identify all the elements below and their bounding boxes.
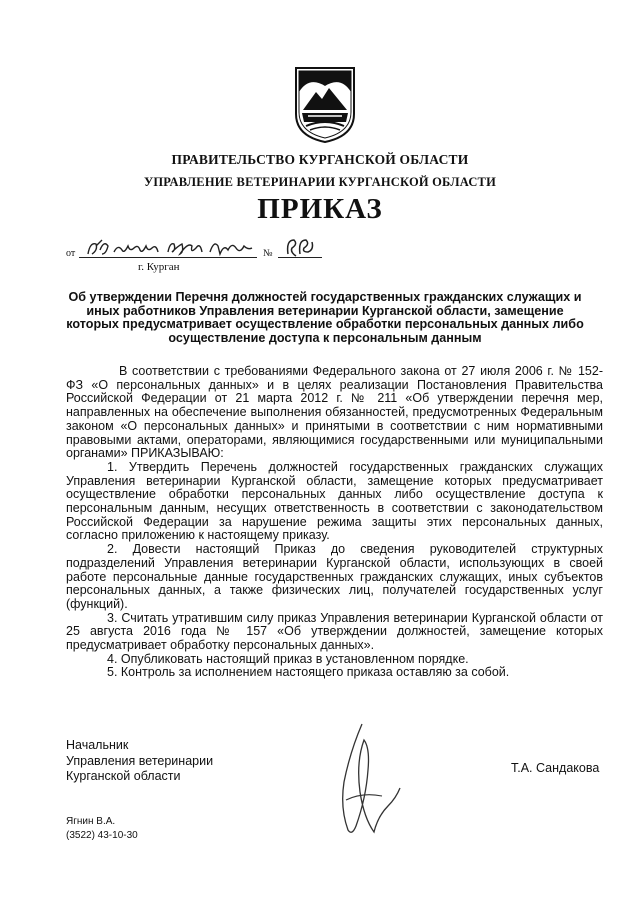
from-label: от (66, 248, 76, 259)
signatory-line-1: Начальник (66, 738, 129, 752)
order-item-4: 4. Опубликовать настоящий приказ в установленном порядке. (107, 651, 469, 666)
executor-name: Ягнин В.А. (66, 816, 116, 827)
order-item-2: 2. Довести настоящий Приказ до сведения руководителей структурных подразделений Управления ветеринарии Курганской области, использующих в своей работе персональные данные государственных гражданских служащих, иных субъектов персональных данных, а также физических лиц, получателей государственных услуг (функций). (66, 542, 603, 611)
document-type: ПРИКАЗ (257, 193, 383, 225)
signatory-name: Т.А. Сандакова (511, 761, 600, 775)
number-label: № (263, 248, 273, 259)
order-subject: Об утверждении Перечня должностей государственных гражданских служащих и иных работников Управления ветеринарии Курганской области, замещение которых предусматривает осуществление обработки персональных данных либо осуществление доступа к персональным данным (66, 290, 584, 345)
government-title: ПРАВИТЕЛЬСТВО КУРГАНСКОЙ ОБЛАСТИ (171, 152, 469, 167)
signatory-line-2: Управления ветеринарии (66, 753, 214, 768)
handwritten-signature (326, 722, 406, 840)
department-title: УПРАВЛЕНИЕ ВЕТЕРИНАРИИ КУРГАНСКОЙ ОБЛАСТИ (143, 175, 497, 189)
signatory-position (66, 738, 213, 785)
number-underline (278, 257, 322, 258)
executor-info (66, 815, 138, 842)
city-label: г. Курган (138, 261, 180, 273)
coat-of-arms-icon (294, 66, 356, 144)
preamble-paragraph: В соответствии с требованиями Федерального закона от 27 июля 2006 г. № 152-ФЗ «О персональных данных» и в целях реализации Постановления Правительства Российской Федерации от 21 марта 2012 г. № 211 «Об утверждении перечня мер, направленных на обеспечение выполнения обязанностей, предусмотренных Федеральным законом «О персональных данных» и принятыми в соответствии с ним нормативными правовыми актами, операторами, являющимися государственными или муниципальными органами» ПРИКАЗЫВАЮ: (66, 364, 603, 461)
date-number-row (66, 236, 386, 276)
order-item-5: 5. Контроль за исполнением настоящего приказа оставляю за собой. (107, 665, 510, 680)
executor-phone: (3522) 43-10-30 (66, 829, 138, 841)
order-body (66, 365, 603, 680)
order-item-3: 3. Считать утратившим силу приказ Управления ветеринарии Курганской области от 25 августа 2016 года № 157 «Об утверждении должностей, замещение которых предусматривает обработку персональных данных». (66, 610, 603, 653)
signatory-line-3: Курганской области (66, 769, 181, 783)
order-item-1: 1. Утвердить Перечень должностей государственных гражданских служащих Управления ветеринарии Курганской области, замещение которых предусматривает осуществление обработки персональных данных либо осуществление доступа к персональным данным, несущих ответственность в соответствии с законодательством Российской Федерации за нарушение режима защиты этих персональных данных, согласно приложению к настоящему приказу. (66, 459, 603, 543)
date-underline (79, 257, 257, 258)
